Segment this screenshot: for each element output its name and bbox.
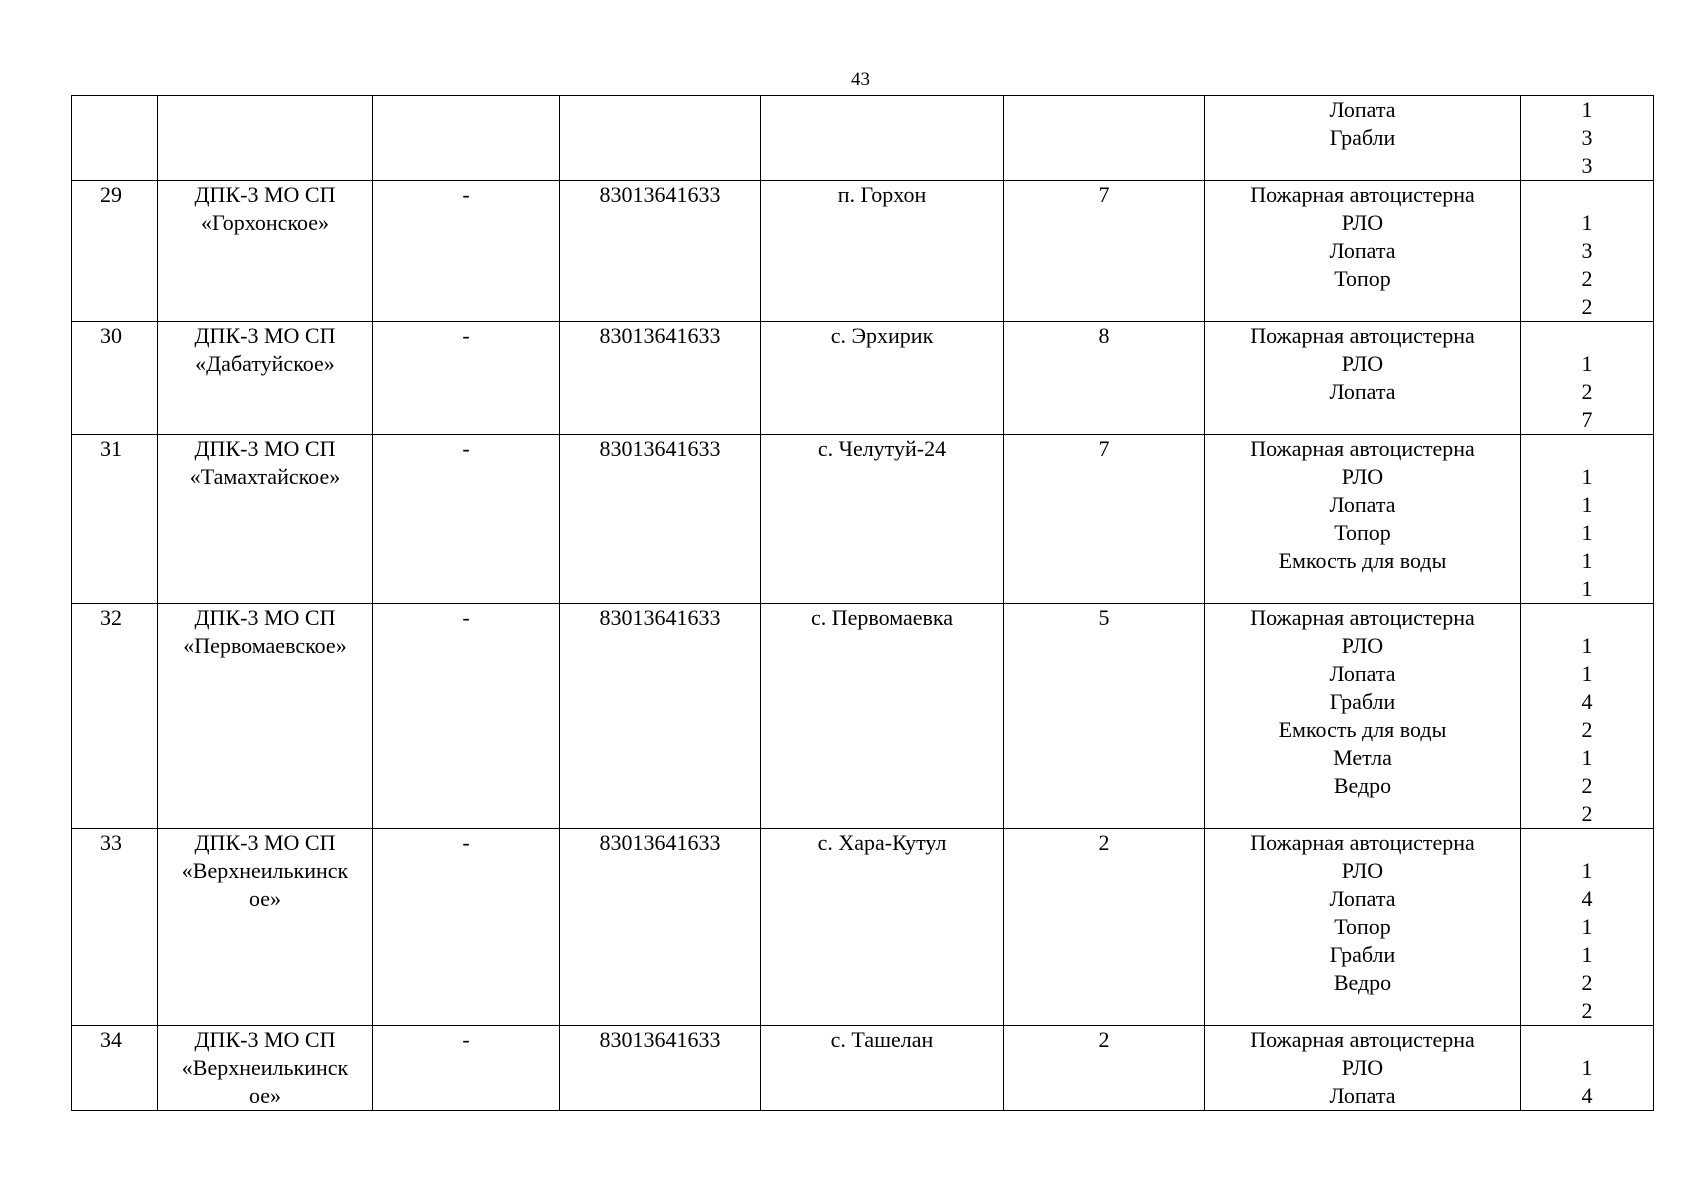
- equipment-item: Метла: [1333, 745, 1392, 770]
- table-row: [72, 604, 1654, 829]
- quantity-item: [1525, 829, 1649, 857]
- equipment-item: РЛО: [1341, 464, 1384, 489]
- name-line: «Тамахтайское»: [189, 464, 341, 489]
- quantity-item: 3: [1581, 238, 1593, 263]
- cell-quantity: [1521, 181, 1654, 322]
- cell-quantity: [1521, 96, 1654, 181]
- equipment-item: Пожарная автоцистерна: [1250, 323, 1475, 348]
- cell-phone: [560, 1026, 761, 1111]
- page-number: 43: [851, 69, 870, 90]
- quantity-item: 3: [1581, 125, 1593, 150]
- quantity-item: 1: [1581, 942, 1593, 967]
- quantity-item: 1: [1581, 492, 1593, 517]
- cell-equipment: [1205, 96, 1521, 181]
- equipment-item: Топор: [1334, 266, 1391, 291]
- equipment-item: Топор: [1334, 520, 1391, 545]
- cell-dash: [373, 96, 560, 181]
- cell-dash: [373, 1026, 560, 1111]
- cell-people: [1004, 181, 1205, 322]
- cell-people-text: 8: [1098, 323, 1110, 348]
- cell-place-text: п. Горхон: [837, 182, 927, 207]
- equipment-item: РЛО: [1341, 633, 1384, 658]
- cell-num: [72, 181, 158, 322]
- equipment-item: РЛО: [1341, 1055, 1384, 1080]
- cell-phone: [560, 604, 761, 829]
- table-row: [72, 181, 1654, 322]
- equipment-item: Пожарная автоцистерна: [1250, 605, 1475, 630]
- name-line: «Первомаевское»: [183, 633, 347, 658]
- cell-dash: [373, 604, 560, 829]
- equipment-item: Лопата: [1329, 492, 1396, 517]
- quantity-item: [1525, 435, 1649, 463]
- name-line: «Верхнеилькинск: [181, 858, 349, 883]
- equipment-item: Пожарная автоцистерна: [1250, 1027, 1475, 1052]
- cell-people: [1004, 829, 1205, 1026]
- quantity-item: 1: [1581, 914, 1593, 939]
- equipment-item: Ведро: [1333, 773, 1392, 798]
- table-row-continuation: [72, 96, 1654, 181]
- cell-place: [761, 604, 1004, 829]
- cell-name: [158, 604, 373, 829]
- cell-phone-text: 83013641633: [599, 323, 721, 348]
- quantity-item: [1525, 181, 1649, 209]
- cell-phone-text: 83013641633: [599, 182, 721, 207]
- cell-num: [72, 604, 158, 829]
- quantity-item: 2: [1581, 379, 1593, 404]
- equipment-item: Лопата: [1329, 661, 1396, 686]
- cell-dash: [373, 435, 560, 604]
- name-line: ДПК-3 МО СП: [194, 323, 336, 348]
- equipment-item: Лопата: [1329, 886, 1396, 911]
- cell-phone-text: 83013641633: [599, 605, 721, 630]
- cell-phone: [560, 435, 761, 604]
- cell-num-text: 33: [100, 830, 122, 855]
- cell-num: [72, 96, 158, 181]
- equipment-item: Грабли: [1329, 689, 1396, 714]
- cell-quantity: [1521, 322, 1654, 435]
- equipment-item: РЛО: [1341, 858, 1384, 883]
- cell-people: [1004, 1026, 1205, 1111]
- name-line: «Верхнеилькинск: [181, 1055, 349, 1080]
- cell-name: [158, 1026, 373, 1111]
- quantity-item: [1525, 1026, 1649, 1054]
- cell-place-text: с. Первомаевка: [810, 605, 954, 630]
- cell-equipment: [1205, 435, 1521, 604]
- equipment-item: Лопата: [1329, 97, 1396, 122]
- cell-quantity: [1521, 829, 1654, 1026]
- table-row: [72, 435, 1654, 604]
- name-line: ое»: [248, 886, 282, 911]
- cell-place: [761, 96, 1004, 181]
- quantity-item: 2: [1581, 801, 1593, 826]
- cell-equipment: [1205, 829, 1521, 1026]
- cell-dash-text: -: [462, 182, 470, 207]
- equipment-item: Грабли: [1329, 942, 1396, 967]
- cell-phone: [560, 96, 761, 181]
- equipment-item: Емкость для воды: [1278, 548, 1447, 573]
- quantity-item: 1: [1581, 464, 1593, 489]
- cell-num-text: 29: [100, 182, 122, 207]
- quantity-item: [1525, 322, 1649, 350]
- cell-phone-text: 83013641633: [599, 830, 721, 855]
- table-row: [72, 829, 1654, 1026]
- equipment-item: РЛО: [1341, 351, 1384, 376]
- cell-equipment: [1205, 604, 1521, 829]
- cell-name: [158, 829, 373, 1026]
- quantity-item: 1: [1581, 97, 1593, 122]
- cell-place: [761, 1026, 1004, 1111]
- equipment-item: Пожарная автоцистерна: [1250, 830, 1475, 855]
- cell-people-text: 2: [1098, 830, 1110, 855]
- name-line: ое»: [248, 1083, 282, 1108]
- cell-num-text: 31: [100, 436, 122, 461]
- name-line: «Дабатуйское»: [195, 351, 335, 376]
- quantity-item: 7: [1581, 407, 1593, 432]
- cell-dash: [373, 181, 560, 322]
- cell-phone-text: 83013641633: [599, 436, 721, 461]
- name-line: ДПК-3 МО СП: [194, 1027, 336, 1052]
- quantity-item: 4: [1581, 1083, 1593, 1108]
- cell-name: [158, 96, 373, 181]
- cell-dash-text: -: [462, 605, 470, 630]
- quantity-item: 2: [1581, 970, 1593, 995]
- equipment-item: Емкость для воды: [1278, 717, 1447, 742]
- cell-people-text: 2: [1098, 1027, 1110, 1052]
- cell-num-text: 34: [100, 1027, 122, 1052]
- cell-quantity: [1521, 604, 1654, 829]
- equipment-item: Лопата: [1329, 379, 1396, 404]
- cell-place: [761, 435, 1004, 604]
- cell-equipment: [1205, 181, 1521, 322]
- cell-name: [158, 435, 373, 604]
- cell-quantity: [1521, 1026, 1654, 1111]
- cell-dash-text: -: [462, 830, 470, 855]
- cell-people: [1004, 435, 1205, 604]
- cell-num: [72, 1026, 158, 1111]
- cell-dash-text: -: [462, 323, 470, 348]
- table-row: [72, 322, 1654, 435]
- equipment-item: Топор: [1334, 914, 1391, 939]
- name-line: ДПК-3 МО СП: [194, 830, 336, 855]
- quantity-item: 2: [1581, 294, 1593, 319]
- cell-num: [72, 829, 158, 1026]
- cell-phone: [560, 829, 761, 1026]
- cell-num-text: 32: [100, 605, 122, 630]
- quantity-item: 1: [1581, 576, 1593, 601]
- cell-people-text: 5: [1098, 605, 1110, 630]
- cell-place: [761, 322, 1004, 435]
- equipment-item: Грабли: [1329, 125, 1396, 150]
- equipment-item: Лопата: [1329, 238, 1396, 263]
- cell-phone-text: 83013641633: [599, 1027, 721, 1052]
- cell-people: [1004, 604, 1205, 829]
- quantity-item: 1: [1581, 548, 1593, 573]
- name-line: ДПК-3 МО СП: [194, 182, 336, 207]
- cell-dash-text: -: [462, 436, 470, 461]
- cell-quantity: [1521, 435, 1654, 604]
- cell-place-text: с. Челутуй-24: [817, 436, 947, 461]
- quantity-item: 3: [1581, 153, 1593, 178]
- equipment-item: Лопата: [1329, 1083, 1396, 1108]
- cell-equipment: [1205, 322, 1521, 435]
- quantity-item: 2: [1581, 773, 1593, 798]
- cell-people: [1004, 96, 1205, 181]
- cell-dash-text: -: [462, 1027, 470, 1052]
- quantity-item: 1: [1581, 745, 1593, 770]
- quantity-item: 1: [1581, 661, 1593, 686]
- cell-people-text: 7: [1098, 182, 1110, 207]
- cell-phone: [560, 322, 761, 435]
- cell-phone: [560, 181, 761, 322]
- quantity-item: 1: [1581, 633, 1593, 658]
- quantity-item: 1: [1581, 858, 1593, 883]
- quantity-item: 1: [1581, 1055, 1593, 1080]
- quantity-item: 2: [1581, 717, 1593, 742]
- cell-place: [761, 829, 1004, 1026]
- equipment-item: Пожарная автоцистерна: [1250, 436, 1475, 461]
- cell-equipment: [1205, 1026, 1521, 1111]
- cell-num: [72, 322, 158, 435]
- cell-num-text: 30: [100, 323, 122, 348]
- name-line: «Горхонское»: [200, 210, 330, 235]
- quantity-item: 4: [1581, 886, 1593, 911]
- equipment-item: Пожарная автоцистерна: [1250, 182, 1475, 207]
- quantity-item: 1: [1581, 520, 1593, 545]
- name-line: ДПК-3 МО СП: [194, 436, 336, 461]
- cell-people: [1004, 322, 1205, 435]
- name-line: ДПК-3 МО СП: [194, 605, 336, 630]
- quantity-item: 2: [1581, 998, 1593, 1023]
- quantity-item: 2: [1581, 266, 1593, 291]
- equipment-item: РЛО: [1341, 210, 1384, 235]
- cell-place: [761, 181, 1004, 322]
- cell-name: [158, 322, 373, 435]
- quantity-item: [1525, 604, 1649, 632]
- cell-place-text: с. Хара-Кутул: [817, 830, 947, 855]
- cell-dash: [373, 322, 560, 435]
- cell-dash: [373, 829, 560, 1026]
- cell-num: [72, 435, 158, 604]
- cell-place-text: с. Эрхирик: [830, 323, 934, 348]
- table-row: [72, 1026, 1654, 1111]
- cell-name: [158, 181, 373, 322]
- quantity-item: 1: [1581, 210, 1593, 235]
- quantity-item: 4: [1581, 689, 1593, 714]
- cell-people-text: 7: [1098, 436, 1110, 461]
- cell-place-text: с. Ташелан: [830, 1027, 934, 1052]
- fire-brigades-table: [71, 95, 1654, 1111]
- quantity-item: 1: [1581, 351, 1593, 376]
- equipment-item: Ведро: [1333, 970, 1392, 995]
